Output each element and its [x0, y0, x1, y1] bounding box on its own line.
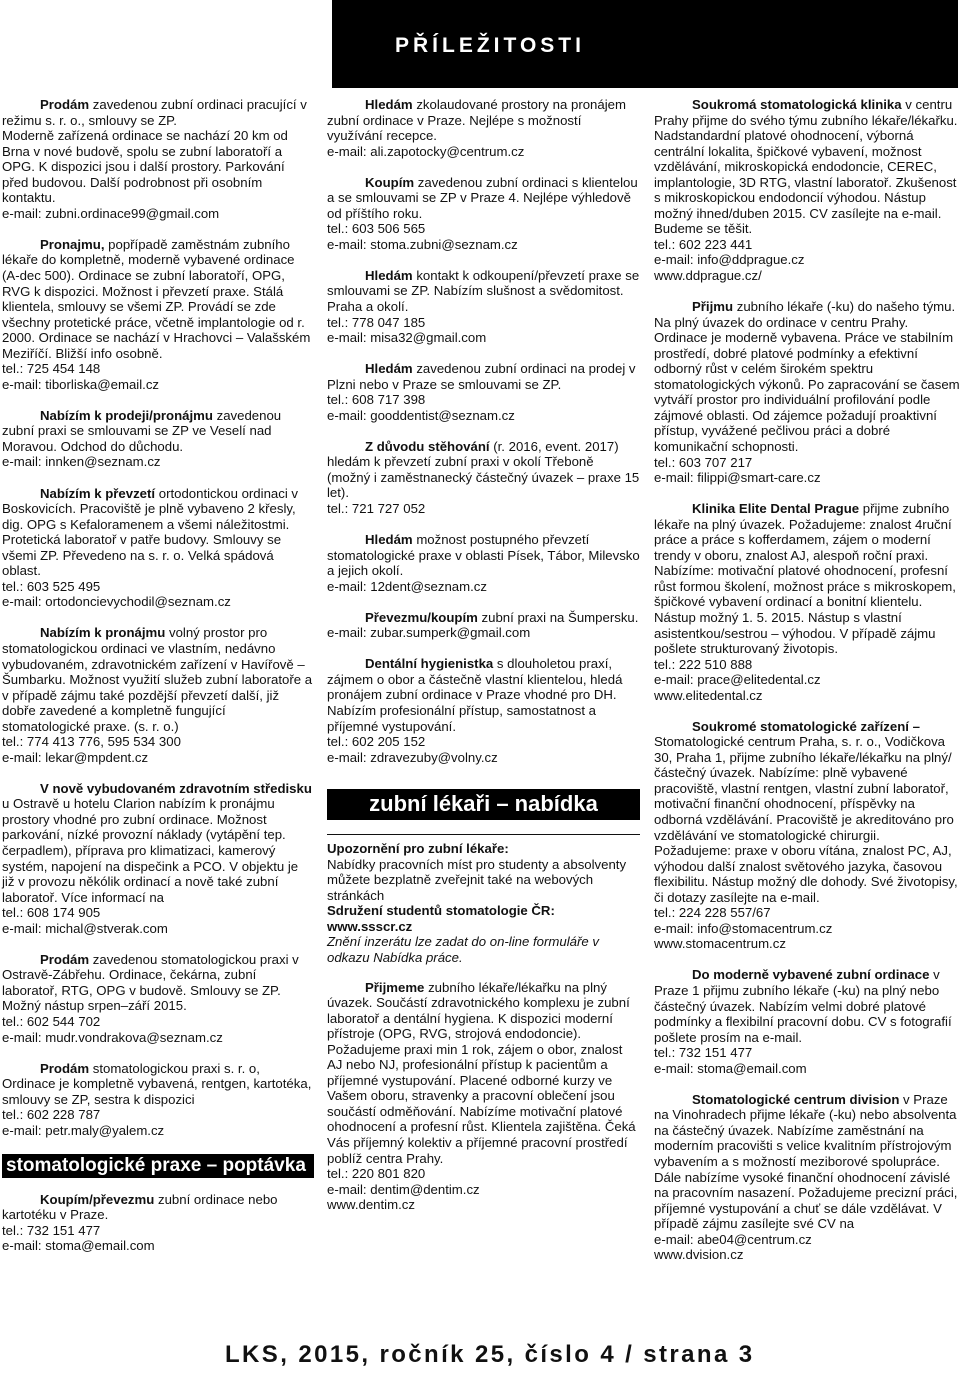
ad-text: [654, 97, 960, 237]
ad-contact[interactable]: tel.: 721 727 052: [327, 501, 426, 517]
ad-text: [327, 532, 640, 579]
ad-lead: Soukromé stomatologické zařízení –: [692, 718, 920, 734]
section-band-praxe-poptavka: stomatologické praxe – poptávka: [2, 1154, 314, 1178]
classified-ad: [2, 97, 314, 221]
ad-line: u Ostravě u hotelu Clarion nabízím k pronájmu prostory vhodné pro zubní ordinace. Možnost parkování, nízké provozní náklady (vytápění tep. čerpadlem), příprava pro klimatizaci, kamerový systém, napojení na dispečink a PCO. V objektu je již v provozu někólik ordinací a nově také zubní laboratoř. Více informací na: [2, 796, 299, 905]
ad-lead: Hledám: [365, 361, 413, 377]
ad-contact[interactable]: tel.: 602 205 152: [327, 734, 426, 750]
ad-contact[interactable]: e-mail: tiborliska@email.cz: [2, 376, 160, 392]
ad-contact[interactable]: tel.: 222 510 888: [654, 656, 753, 672]
ad-line: zavedenou zubní praxi se smlouvami se ZP ve Veselí nad Moravou. Odchod do důchodu.: [2, 407, 282, 454]
ad-lead: Do moderně vybavené zubní ordinace: [692, 967, 930, 983]
ad-text: [2, 625, 314, 734]
column-right: [654, 97, 960, 1278]
ad-contact[interactable]: tel.: 732 151 477: [654, 1045, 753, 1061]
ad-text: [654, 719, 960, 906]
ad-line: zavedenou zubní ordinaci s klientelou a se smlouvami se ZP v Praze 4. Nejlépe výhledově od příštího roku.: [327, 174, 638, 221]
ad-text: [327, 361, 640, 392]
ad-contact[interactable]: www.dentim.cz: [327, 1197, 415, 1213]
ad-lead: Soukromá stomatologická klinika: [692, 97, 902, 112]
ad-contact[interactable]: e-mail: info@stomacentrum.cz: [654, 920, 833, 936]
ad-contact[interactable]: e-mail: zubni.ordinace99@gmail.com: [2, 205, 220, 221]
ad-line: kontakt k odkoupení/převzetí praxe se smlouvami se ZP. Nabízím slušnost a svědomitost. Praha a okolí.: [327, 267, 640, 315]
ad-contact[interactable]: tel.: 608 717 398: [327, 392, 426, 408]
ad-contact[interactable]: e-mail: prace@elitedental.cz: [654, 672, 821, 688]
classified-ad: [654, 299, 960, 486]
classified-ad: [2, 408, 314, 470]
ad-lead: Pronajmu,: [40, 236, 105, 252]
classified-ad: [327, 656, 640, 765]
ad-lead: Nabízím k převzetí: [40, 485, 156, 501]
ad-text: [327, 980, 640, 1167]
classified-ad: [2, 952, 314, 1045]
ad-lead: Přijmu: [692, 299, 734, 315]
ad-line: přijme zubního lékaře na plný úvazek. Požadujeme: znalost 4ruční práce a práce s kofferdamem, zájem o moderní trendy v oboru, znalost AJ, alespoň roční praxi. Nabízíme: motivační platové ohodnocení, profesní růst formou školení, možnost práce s mikroskopem, špičkové vybavení ordinací a bonitní klientelu. Nástup možný 1. 5. 2015. Nástup s vlastní asistentkou/sestrou – výhodou. V případě zájmu pošlete strukturovaný životopis.: [654, 501, 956, 657]
ad-line: možnost postupného převzetí stomatologické praxe v oblasti Písek, Tábor, Milevsko a jejich okolí.: [327, 532, 640, 579]
ad-lead: Hledám: [365, 532, 413, 548]
ad-text: [2, 781, 314, 905]
ad-line: Moderně zařízená ordinace se nachází 20 km od Brna v nové budově, spolu se zubní laboratoří a OPG. K dispozici jsou i další prostory. Parkování před budovou. Další podrobnost při osobním kontaktu.: [2, 128, 288, 206]
ad-contact[interactable]: e-mail: innken@seznam.cz: [2, 454, 161, 470]
ad-text: [654, 967, 960, 1045]
ad-line: (r. 2016, event. 2017) hledám k převzetí zubní praxi v okolí Třeboně (možný i zaměstnanecký částečný úvazek – praxe 15 let).: [327, 438, 640, 501]
ad-text: [327, 656, 640, 734]
ad-lead: Nabízím k prodeji/pronájmu: [40, 407, 213, 423]
ad-lead: Prodám: [40, 1060, 90, 1076]
ad-contact[interactable]: tel.: 224 228 557/67: [654, 905, 771, 921]
ad-contact[interactable]: e-mail: ortodoncievychodil@seznam.cz: [2, 594, 231, 610]
ad-contact[interactable]: tel.: 603 525 495: [2, 578, 101, 594]
ad-text: [327, 268, 640, 315]
ad-text: [2, 1192, 314, 1223]
ad-contact[interactable]: e-mail: info@ddprague.cz: [654, 252, 805, 268]
ad-line: zubního lékaře (-ku) do našeho týmu. Na plný úvazek do ordinace v centru Prahy. Ordinace je moderně vybavena. Práce ve stabilním prostředí, dobré platové podmínky a efektivní odborný růst v celém širokém spektru stomatologických výkonů. Po zapracování se časem vytváří prostor pro individuální profilování podle zájmové oblasti. Od zájemce požadují proaktivní přístup, vyvážené pečlivou práci a dobré komunikační schopnosti.: [654, 299, 960, 454]
ad-contact[interactable]: tel.: 220 801 820: [327, 1166, 426, 1182]
ad-lead: V nově vybudovaném zdravotním středisku: [40, 780, 312, 796]
ad-contact[interactable]: e-mail: stoma@email.com: [654, 1060, 807, 1076]
ad-text: [2, 952, 314, 1014]
notice-box: [327, 834, 640, 965]
notice-link[interactable]: www.ssscr.cz: [327, 918, 413, 934]
classified-ad: [654, 1092, 960, 1263]
ad-line: zubního lékaře/lékařku na plný úvazek. Součástí zdravotnického komplexu je zubní laboratoř a dentální hygiena. K dispozici moderní přístroje (OPG, RVG, strojová endodoncie). Požadujeme praxi min 1 rok, zájem o obor, znalost AJ nebo NJ, profesionální přístup k pacientům a příjemné vystupování. Placené odborné kurzy ve Vašem oboru, stravenky a pracovní oblečení jsou součástí odměňování. Nabízíme motivační platové ohodnocení a profesní růst. Klientela zajištěna. Čeká Vás příjemný kolektiv a příjemné pracovní prostředí poblíž centra Prahy.: [327, 979, 636, 1166]
ad-line: zubní ordinace nebo kartotéku v Praze.: [2, 1191, 278, 1223]
ad-contact[interactable]: e-mail: 12dent@seznam.cz: [327, 578, 487, 594]
ad-text: [2, 486, 314, 579]
ad-line: zavedenou stomatologickou praxi v Ostravě-Zábřehu. Ordinace, čekárna, zubní laboratoř, RTG, OPG v budově. Smlouvy se ZP. Možný nástup srpen–září 2015.: [2, 951, 299, 1014]
page-title: PŘÍLEŽITOSTI: [395, 34, 585, 57]
ad-lead: Koupím/převezmu: [40, 1191, 155, 1207]
ad-line: zavedenou zubní ordinaci na prodej v Plzni nebo v Praze se smlouvami se ZP.: [327, 361, 636, 392]
ad-lead: Prodám: [40, 97, 90, 112]
classified-ad: [654, 97, 960, 284]
notice-line: Znění inzerátu lze zadat do on-line formuláře v odkazu Nabídka práce.: [327, 934, 599, 966]
ad-contact[interactable]: tel.: 602 228 787: [2, 1107, 101, 1123]
ad-lead: Stomatologické centrum division: [692, 1091, 900, 1107]
ad-line: volný prostor pro stomatologickou ordinaci ve vlastním, nedávno vybudovaném, zdravotnickém zařízení v Havířově – Šumbarku. Možnost využití služeb zubní laboratoře a v případě zájmu také pozdější převzetí další, již dobře zavedené a kompletně fungující stomatologické praxe. (s. r. o.): [2, 625, 313, 734]
ad-lead: Z důvodu stěhování: [365, 438, 490, 454]
ad-text: [327, 610, 640, 626]
ad-lead: Prodám: [40, 951, 90, 967]
classified-ad: [327, 97, 640, 159]
ad-contact[interactable]: e-mail: mudr.vondrakova@seznam.cz: [2, 1029, 223, 1045]
ad-line: zavedenou zubní ordinaci pracující v režimu s. r. o., smlouvy se ZP.: [2, 97, 307, 128]
ad-contact[interactable]: e-mail: ali.zapotocky@centrum.cz: [327, 143, 525, 159]
ad-line: stomatologickou praxi s. r. o, Ordinace je kompletně vybavená, rentgen, kartotéka, smlouvy se ZP, sestra k dispozici: [2, 1060, 312, 1107]
ad-contact[interactable]: e-mail: stoma.zubni@seznam.cz: [327, 236, 518, 252]
ad-text: [2, 97, 314, 128]
ad-contact[interactable]: e-mail: filippi@smart-care.cz: [654, 470, 821, 486]
ad-text: [327, 97, 640, 144]
ad-contact[interactable]: tel.: 602 544 702: [2, 1013, 101, 1029]
ad-line: v Praze na Vinohradech přijme lékaře (-ku) nebo absolventa na částečný úvazek. Nabízíme zaměstnání na moderním pracovišti s velice kvalitním přístrojovým vybavením a s možností meziborové spolupráce. Dále nabízíme vysoké finanční ohodnocení závislé na pracovním nasazení. Požadujeme precizní práci, příjemné vystupování a chuť se dále vzdělávat. V případě zájmu zasílejte své CV na: [654, 1091, 958, 1232]
ad-contact[interactable]: tel.: 603 707 217: [654, 454, 753, 470]
ad-contact[interactable]: e-mail: stoma@email.com: [2, 1238, 155, 1254]
classified-ad: [327, 532, 640, 594]
ad-text: [2, 1061, 314, 1108]
ad-text: [327, 175, 640, 222]
ad-contact[interactable]: e-mail: gooddentist@seznam.cz: [327, 407, 515, 423]
classified-ad: [327, 361, 640, 423]
ad-contact[interactable]: tel.: 774 413 776, 595 534 300: [2, 734, 181, 750]
ad-line: v Praze 1 přijmu zubního lékaře (-ku) na plný nebo částečný úvazek. Nabízím velmi dobré platové podmínky a flexibilní pracovní dobu. CV s fotografií pošlete prosím na e-mail.: [654, 967, 952, 1045]
ad-contact[interactable]: e-mail: petr.maly@yalem.cz: [2, 1122, 165, 1138]
ad-contact[interactable]: e-mail: abe04@centrum.cz: [654, 1231, 812, 1247]
ad-lead: Hledám: [365, 97, 413, 112]
classified-ad: [654, 967, 960, 1076]
ad-lead: Přijmeme: [365, 979, 425, 995]
ad-text: [654, 501, 960, 656]
ad-line: Stomatologické centrum Praha, s. r. o., Vodičkova 30, Praha 1, přijme zubního lékaře/lékařku na plný/částečný úvazek. Nabízíme: plně vybavené pracoviště, vlastní rentgen, vlastní zubní laboratoř, motivační finanční ohodnocení, příspěvky na odborná vzdělávání. Pracoviště je akreditováno pro vzdělávání ve stomatologické chirurgii. Požadujeme: praxe v oboru vítána, znalost PC, AJ, výhodou další znalost světového jazyka, časovou flexibilitu. Nástup možný dle dohody. Své životopisy, či dotazy zasílejte na e-mail.: [654, 734, 958, 905]
column-left: [2, 97, 314, 1270]
section-band-zubni-lekari-nabidka: zubní lékaři – nabídka: [327, 789, 640, 820]
classified-ad: [2, 1192, 314, 1254]
ad-text: [654, 299, 960, 454]
ad-contact[interactable]: tel.: 725 454 148: [2, 361, 101, 377]
ad-contact[interactable]: tel.: 778 047 185: [327, 314, 426, 330]
ad-lead: Koupím: [365, 174, 415, 190]
ad-contact[interactable]: www.stomacentrum.cz: [654, 936, 786, 952]
classified-ad: [654, 501, 960, 703]
ad-line: s dlouholetou praxí, zájmem o obor a částečně vlastní klientelou, hledá pronájem zubní ordinace v Praze vhodné pro DH. Nabízím profesionální přístup, samostatnost a příjemné vystupování.: [327, 656, 623, 734]
ad-contact[interactable]: tel.: 608 174 905: [2, 905, 101, 921]
ad-line: zubní praxi na Šumpersku.: [481, 609, 639, 625]
notice-line: Nabídky pracovních míst pro studenty a absolventy můžete bezplatně zveřejnit také na webových stránkách: [327, 856, 627, 903]
ad-contact[interactable]: www.dvision.cz: [654, 1247, 744, 1263]
column-middle: [327, 97, 640, 1228]
ad-line: v centru Prahy přijme do svého týmu zubního lékaře/lékařku. Nadstandardní platové ohodnocení, výborná centrální lokalita, špičkové vybavení, možnost vzdělávání, mikroskopická endodoncie, CEREC, implantologie, 3D RTG, vlastní laboratoř. Zkušenost s mikroskopickou endodoncií výhodou. Nástup možný ihned/duben 2015. CV zasílejte na e-mail. Budeme se těšit.: [654, 97, 958, 237]
classified-ad: [2, 1061, 314, 1139]
notice-title: Upozornění pro zubní lékaře:: [327, 841, 509, 857]
ad-contact[interactable]: www.ddprague.cz/: [654, 268, 762, 284]
ad-contact[interactable]: e-mail: zubar.sumperk@gmail.com: [327, 625, 531, 641]
classified-ad: [327, 175, 640, 253]
classified-ad: [327, 610, 640, 641]
classified-ad: [327, 439, 640, 517]
ad-contact[interactable]: e-mail: zdravezuby@volny.cz: [327, 749, 498, 765]
ad-contact[interactable]: e-mail: dentim@dentim.cz: [327, 1181, 480, 1197]
ad-contact[interactable]: tel.: 732 151 477: [2, 1222, 101, 1238]
ad-contact[interactable]: e-mail: lekar@mpdent.cz: [2, 749, 149, 765]
classified-ad: [654, 719, 960, 952]
ad-line: ortodontickou ordinaci v Boskovicích. Pracoviště je plně vybaveno 2 křesly, dig. OPG s Kefaloramenem a všemi náležitostmi. Protetická laboratoř v patře budovy. Smlouvy se všemi ZP. Převedeno na s. r. o. Velká spádová oblast.: [2, 485, 299, 579]
classified-ad: [2, 625, 314, 765]
classified-ad: [2, 486, 314, 610]
classified-ad: [2, 781, 314, 936]
ad-contact[interactable]: tel.: 603 506 565: [327, 221, 426, 237]
ad-contact[interactable]: www.elitedental.cz: [654, 687, 763, 703]
ad-line: popřípadě zaměstnám zubního lékaře do kompletně, moderně vybavené ordinace (A-dec 500). Ordinace se zubní laboratoří, OPG, RVG k dispozici. Možnost i převzetí praxe. Stálá klientela, smlouvy se všemi ZP. Provádí se zde všechny protetické práce, včetně implantologie od r. 2000. Ordinace se nachází v Hrachovci – Valašském Meziříčí. Bližší info osobně.: [2, 236, 311, 361]
ad-lead: Dentální hygienistka: [365, 656, 494, 672]
ad-line: zkolaudované prostory na pronájem zubní ordinace v Praze. Nejlépe s možností využívání recepce.: [327, 97, 626, 144]
ad-lead: Hledám: [365, 267, 413, 283]
ad-contact[interactable]: e-mail: michal@stverak.com: [2, 920, 168, 936]
notice-line: Sdružení studentů stomatologie ČR:: [327, 903, 555, 919]
ad-lead: Klinika Elite Dental Prague: [692, 501, 860, 517]
classified-ad: [327, 268, 640, 346]
ad-contact[interactable]: e-mail: misa32@gmail.com: [327, 330, 487, 346]
classified-ad: [327, 980, 640, 1213]
ad-text: [2, 237, 314, 361]
ad-lead: Nabízím k pronájmu: [40, 625, 166, 641]
classified-ad: [2, 237, 314, 392]
ad-lead: Převezmu/koupím: [365, 609, 478, 625]
ad-contact[interactable]: tel.: 602 223 441: [654, 236, 753, 252]
ad-text: [327, 439, 640, 501]
ad-text: [654, 1092, 960, 1232]
ad-text: [2, 408, 314, 455]
page-footer: LKS, 2015, ročník 25, číslo 4 / strana 3: [225, 1341, 755, 1368]
